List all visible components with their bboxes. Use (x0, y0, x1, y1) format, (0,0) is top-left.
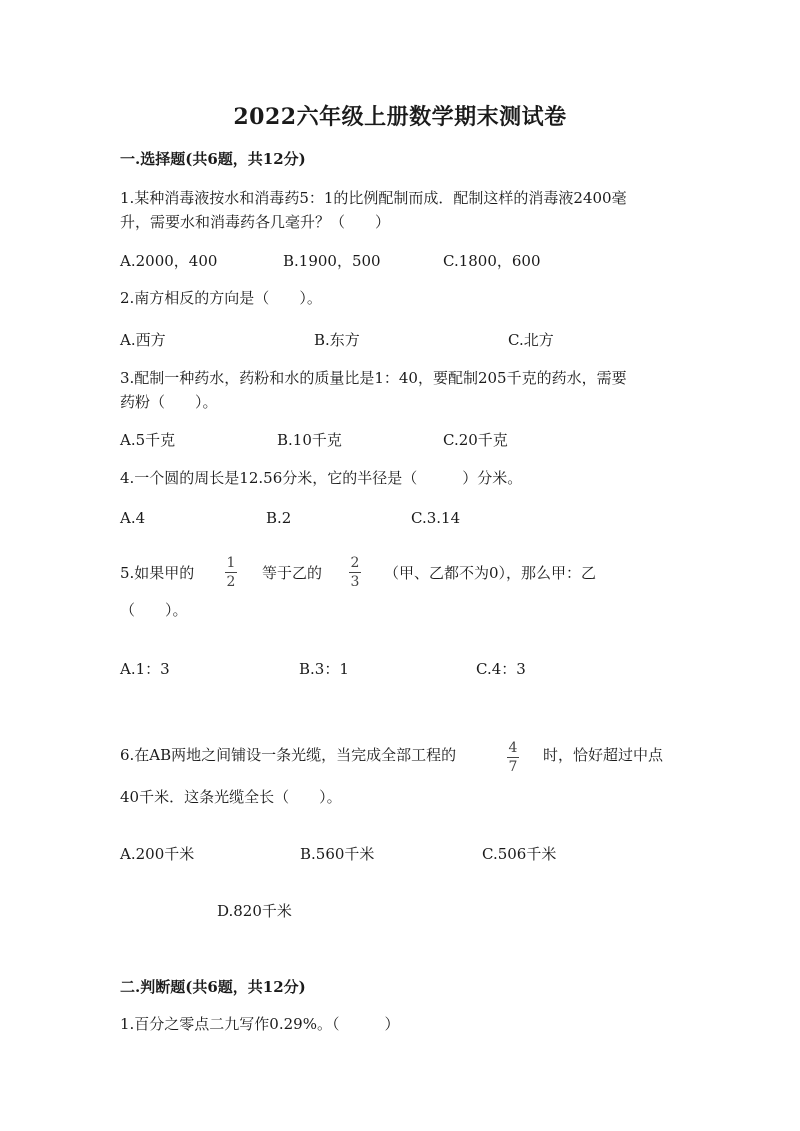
question-6-option-d: D.820千米 (217, 902, 292, 920)
question-2-text: 2.南方相反的方向是（ ）。 (120, 289, 322, 307)
question-5-part-3: （甲、乙都不为0），那么甲：乙 (384, 564, 597, 582)
question-1-line-1: 1.某种消毒液按水和消毒药5：1的比例配制而成．配制这样的消毒液2400毫 (120, 189, 627, 207)
fraction-bar (507, 757, 519, 758)
question-6-option-c: C.506千米 (482, 845, 557, 863)
fraction-one-half (225, 555, 237, 590)
question-1-option-c: C.1800，600 (443, 252, 541, 270)
fraction-two-thirds (349, 555, 361, 590)
fraction-denominator: 2 (226, 574, 236, 590)
fraction-numerator: 4 (508, 740, 518, 756)
question-5-option-b: B.3：1 (299, 660, 349, 678)
fraction-numerator: 2 (350, 555, 360, 571)
question-4-option-a: A.4 (120, 509, 146, 527)
question-5-part-1: 5.如果甲的 (120, 564, 195, 582)
section-heading-judgement: 二.判断题(共6题，共12分) (120, 978, 306, 996)
question-6-part-2: 时，恰好超过中点 (543, 746, 664, 764)
fraction-numerator: 1 (226, 555, 236, 571)
question-6-line-2: 40千米．这条光缆全长（ ）。 (120, 788, 342, 806)
question-5-line-2: （ ）。 (120, 601, 188, 619)
question-3-line-1: 3.配制一种药水，药粉和水的质量比是1：40，要配制205千克的药水，需要 (120, 369, 627, 387)
question-6-option-b: B.560千米 (300, 845, 375, 863)
question-2-option-a: A.西方 (120, 331, 166, 349)
question-1-option-a: A.2000，400 (120, 252, 218, 270)
fraction-four-sevenths (507, 740, 519, 775)
question-3-option-b: B.10千克 (277, 431, 342, 449)
question-3-line-2: 药粉（ ）。 (120, 393, 218, 411)
question-4-option-b: B.2 (266, 509, 292, 527)
question-1-option-b: B.1900，500 (283, 252, 381, 270)
section-heading-choice: 一.选择题(共6题，共12分) (120, 150, 306, 168)
question-3-option-a: A.5千克 (120, 431, 176, 449)
question-5-option-c: C.4：3 (476, 660, 526, 678)
question-4-option-c: C.3.14 (411, 509, 461, 527)
question-1-line-2: 升，需要水和消毒药各几毫升？（ ） (120, 213, 391, 231)
fraction-bar (225, 572, 237, 573)
judgement-question-1: 1.百分之零点二九写作0.29%。（ ） (120, 1015, 400, 1033)
question-2-option-c: C.北方 (508, 331, 554, 349)
fraction-denominator: 7 (508, 759, 518, 775)
question-6-part-1: 6.在AB两地之间铺设一条光缆，当完成全部工程的 (120, 746, 457, 764)
question-2-option-b: B.东方 (314, 331, 360, 349)
question-3-option-c: C.20千克 (443, 431, 508, 449)
page-title: 2022六年级上册数学期末测试卷 (233, 104, 567, 130)
fraction-bar (349, 572, 361, 573)
question-5-part-2: 等于乙的 (262, 564, 323, 582)
question-5-option-a: A.1：3 (120, 660, 170, 678)
question-6-option-a: A.200千米 (120, 845, 195, 863)
question-4-text: 4.一个圆的周长是12.56分米，它的半径是（ ）分米。 (120, 469, 523, 487)
fraction-denominator: 3 (350, 574, 360, 590)
